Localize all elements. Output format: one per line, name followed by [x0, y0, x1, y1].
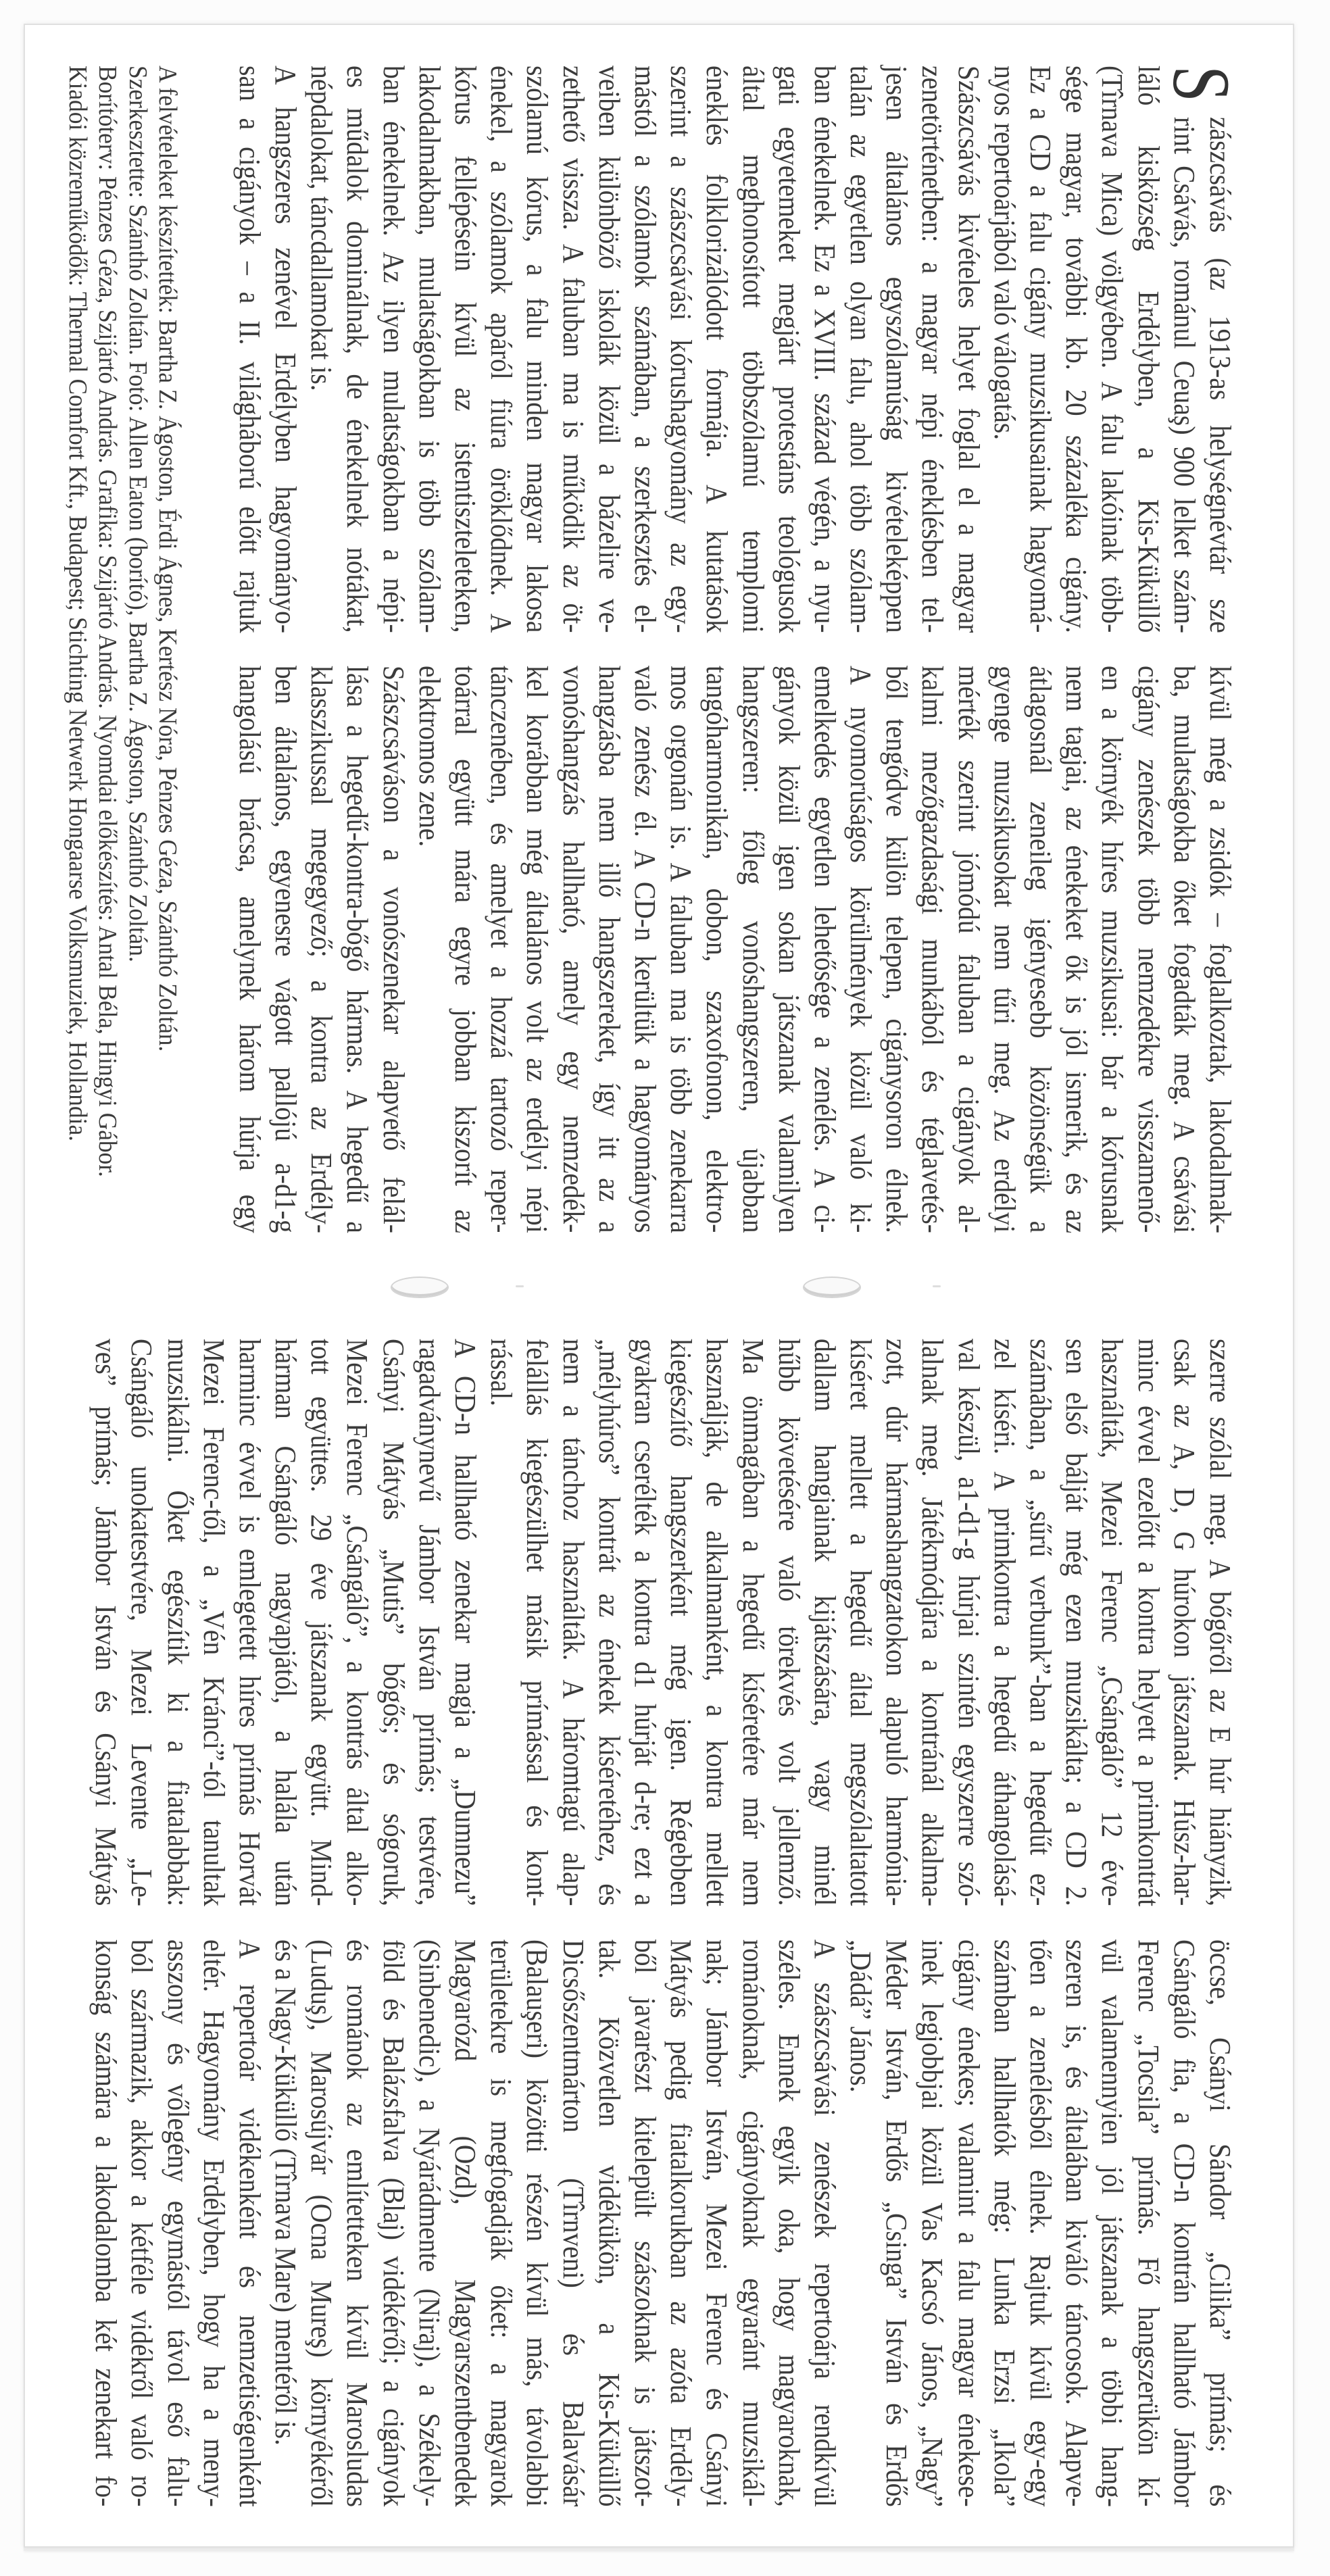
text-line: eltér. Hagyomány Erdélyben, hogy ha a meny-: [197, 1939, 230, 2507]
text-line: „Dádá” János.: [844, 1939, 878, 2093]
text-line: zel kíséri. A primkontra a hegedű áthangolásá-: [987, 1339, 1021, 1907]
text-line: rint Csávás, románul Ceuaş) 900 lelket szám-: [1167, 116, 1201, 634]
text-line: gányok közül igen sokan játszanak valamilyen: [772, 666, 806, 1233]
text-line: Mezei Ferenc „Csángáló”, a kontrás által alko-: [341, 1339, 374, 1906]
drop-cap: S: [1156, 66, 1246, 102]
text-line: szerint a szászcsávási kórushagyomány az egy-: [664, 66, 698, 633]
text-line: használják, de alkalmanként, a kontra mellett: [700, 1339, 734, 1907]
text-line: (Sinbenedic), a Nyárádmente (Niraj), a Székely-: [412, 1939, 446, 2507]
text-line: klasszikussal megegyező; a kontra az Erdély-: [305, 666, 339, 1233]
text-line: A CD-n hallható zenekar magja a „Dumnezu”: [449, 1339, 483, 1906]
text-line: A hangszeres zenével Erdélyben hagyományo-: [269, 66, 303, 634]
text-line: tően a zenélésből élnek. Rajtuk kívül egy-egy: [1024, 1939, 1058, 2507]
text-line: „mélyhúros” kontrát az énekek kíséretéhez, és: [592, 1339, 626, 1906]
text-line: tangóharmonikán, dobon, szaxofonon, elektro-: [700, 666, 734, 1233]
column-text: [88, 1939, 1238, 2507]
text-line: láló kisközség Erdélyben, a Kis-Küküllő: [1131, 66, 1165, 633]
text-line: hűbb követésére való törekvés volt jellemző.: [772, 1339, 806, 1906]
text-line: harminc évvel is emlegetett híres prímás Horvát: [232, 1339, 266, 1906]
text-line: zott, dúr hármashangzatokon alapuló harmónia-: [880, 1339, 914, 1906]
text-line: ban énekelnek. Ez a XVIII. század végén, a nyu-: [808, 66, 841, 633]
text-line: gyenge muzsikusokat nem tűri meg. Az erdélyi: [987, 666, 1021, 1233]
text-line: ves” prímás; Jámbor István és Csányi Mátyás: [89, 1339, 123, 1906]
text-line: toárral együtt mára egyre jobban kiszorít az: [449, 666, 483, 1233]
text-line: asszony és vőlegény egymástól távol eső falu-: [161, 1939, 195, 2507]
text-line: tánczenében, és amelyet a hozzá tartozó reper-: [485, 666, 518, 1233]
text-line: éneklés folklorizálódott formája. A kutatások: [700, 66, 734, 633]
text-line: kívül még a zsidók – foglalkoztak, lakodalmak-: [1204, 666, 1237, 1234]
text-line: kel korábban még általános volt az erdélyi népi: [520, 666, 554, 1233]
text-line: átlagosnál zeneileg igényesebb közönségük a: [1024, 666, 1058, 1233]
text-line: ből tengődve külön telepen, cigánysoron élnek.: [880, 666, 914, 1233]
text-line: mos orgonán is. A faluban ma is több zenekarra: [664, 666, 698, 1233]
text-line: A repertoár vidékenként és nemzetiségenként: [232, 1939, 266, 2507]
panel-2-column-1: [88, 1339, 1238, 1906]
text-line: Szászcsáváson a vonószenekar alapvető felál-: [376, 666, 410, 1233]
text-line: zenetörténetben: a magyar népi éneklésben tel-: [916, 66, 950, 633]
text-line: nyos repertoárjából való válogatás.: [987, 66, 1021, 441]
text-line: használták, Mezei Ferenc „Csángáló” 12 éve-: [1095, 1339, 1129, 1906]
text-line: számban hallhatók még: Lunka Erzsi „Ikola”: [987, 1939, 1021, 2507]
text-line: ből javarészt kitelepült szászoknak is játszot-: [629, 1939, 662, 2507]
text-line: hangzásba nem illő hangszereket, így itt az a: [592, 666, 626, 1233]
text-line: szeren is, és általában kiváló táncosok. Alapve-: [1060, 1939, 1093, 2507]
text-line: nem tagjai, az énekeket ők is jól ismerik, és az: [1060, 666, 1093, 1234]
text-line: en a környék híres muzsikusai: bár a kórusnak: [1095, 666, 1129, 1233]
text-line: széles. Ennek egyik oka, hogy magyaroknak,: [772, 1939, 806, 2507]
text-line: muzsikálni. Őket egészítik ki a fiatalabbak:: [161, 1339, 195, 1907]
text-line: dallam hangjainak kijátszására, vagy minél: [808, 1339, 841, 1906]
text-line: inek legjobbjai közül Vas Kacsó János, „Nagy”: [916, 1939, 950, 2507]
text-line: Ez a CD a falu cigány muzsikusainak hagyomá-: [1024, 66, 1058, 633]
text-line: Mezei Ferenc-től, a „Vén Kránci”-tól tanultak: [197, 1339, 230, 1906]
panel-2-column-2: [88, 1939, 1238, 2507]
text-line: A nyomorúságos körülmények közül való ki-: [844, 666, 878, 1233]
text-line: Szászcsávás kivételes helyet foglal el a magyar: [952, 66, 985, 633]
text-line: minc évvel ezelőtt a kontra helyett a primkontrát: [1131, 1339, 1165, 1907]
text-line: veiben különböző iskolák közül a bázelire ve-: [592, 66, 626, 633]
text-line: ba, mulatságokba őket fogadták meg. A csávási: [1167, 666, 1201, 1234]
text-line: A szászcsávási zenészek repertoárja rendkívül: [808, 1939, 841, 2507]
text-line: (Balauşeri) közötti részén kívül más, távolabbi: [520, 1939, 554, 2507]
text-line: lalnak meg. Játékmódjára a kontránál alkalma-: [916, 1339, 950, 1907]
text-line: Ferenc „Tocsila” prímás. Fő hangszerükön kí-: [1131, 1939, 1165, 2507]
text-line: gati egyetemeket megjárt protestáns teológusok: [772, 66, 806, 633]
text-line: cigány énekes; valamint a falu magyar énekese-: [952, 1939, 985, 2507]
column-text: [88, 1339, 1238, 1906]
text-line: föld és Balázsfalva (Blaj) vidékéről; a cigányok: [376, 1939, 410, 2507]
text-line: énekel, a szólamok apáról fiúra öröklődnek. A: [485, 66, 518, 633]
text-line: tott együttes. 29 éve játszanak együtt. Mind-: [305, 1339, 339, 1906]
text-line: területekre is megfogadják őket: a magyarok: [485, 1939, 518, 2507]
text-line: gyakran cserélték a kontra d1 húrját d-re; ezt a: [629, 1339, 662, 1906]
text-line: Mátyás pedig fiatalkorukban az azóta Erdély-: [664, 1939, 698, 2507]
text-line: szerre szólal meg. A bőgőről az E húr hiányzik,: [1204, 1339, 1237, 1906]
text-line: vonóshangzás hallható, amely egy nemzedék-: [556, 666, 590, 1233]
text-line: ban énekelnek. Az ilyen mulatságokban a népi-: [376, 66, 410, 633]
text-line: és románok az említetteken kívül Marosludas: [341, 1939, 374, 2508]
text-line: hárman Csángáló nagyapjától, a halála után: [269, 1339, 303, 1906]
text-line: Csángáló fia, a CD-n kontrán hallható Jámbor: [1167, 1939, 1201, 2507]
text-line: hangolású brácsa, amelynek három húrja egy: [232, 666, 266, 1233]
text-line: (Tîrnava Mica) völgyében. A falu lakóinak több-: [1095, 66, 1129, 633]
text-line: sen első bálját még ezen muzsikálta; a CD 2.: [1060, 1339, 1093, 1906]
text-line: ben általános, egyenesre vágott pallójú a-d1-g: [269, 666, 303, 1233]
text-line: zethető vissza. A faluban ma is működik az öt-: [556, 66, 590, 633]
text-line: ragadványnevű Jámbor István prímás; testvére,: [412, 1339, 446, 1906]
text-line: konság számára a lakodalomba két zenekart fo-: [89, 1939, 123, 2507]
text-line: tak. Közvetlen vidékükön, a Kis-Küküllő: [592, 1939, 626, 2507]
credit-line-design: Borítóterv: Pénzes Géza, Szijártó András. Grafika: Szijártó András. Nyomdai előkészítés: Antal Béla, Hingyi Gábor.: [93, 66, 122, 1177]
text-line: Csányi Mátyás „Mutis” bőgős; és sógoruk,: [376, 1339, 410, 1906]
text-line: szólamú kórus, a falu minden magyar lakosa: [520, 66, 554, 633]
text-line: mérték szerint jómódú faluban a cigányok al-: [952, 666, 985, 1233]
text-line: Magyarózd (Ozd), Magyarszentbenedek: [449, 1939, 483, 2507]
text-line: elektromos zene.: [412, 666, 446, 847]
text-line: románoknak, cigányoknak egyaránt muzsikál-: [736, 1939, 770, 2507]
text-line: hangszeren: főleg vonóshangszeren, újabban: [736, 666, 770, 1233]
text-line: sége magyar, további kb. 20 százaléka cigány.: [1060, 66, 1093, 633]
text-line: nak; Jámbor István, Mezei Ferenc és Csányi: [700, 1939, 734, 2508]
text-line: öccse, Csányi Sándor „Cilika” prímás; és: [1204, 1939, 1237, 2507]
text-line: rással.: [485, 1339, 518, 1407]
text-line: való zenész él. A CD-n kerültük a hagyományos: [629, 666, 662, 1233]
text-line: Csángáló unokatestvére, Mezei Levente „Le-: [125, 1339, 159, 1906]
text-line: népdalokat, táncdallamokat is.: [305, 66, 339, 391]
text-line: val készül, a1-d1-g húrjai szintén egyszerre szó-: [952, 1339, 985, 1906]
text-line: es műdalok dominálnak, de énekelnek nótákat,: [341, 66, 374, 633]
text-line: emelkedés egyetlen lehetősége a zenélés. A ci-: [808, 666, 841, 1233]
text-line: zászcsávás (az 1913-as helységnévtár sze: [1204, 116, 1237, 633]
text-line: és a Nagy-Küküllő (Tîrnava Mare) mentéről is.: [269, 1939, 303, 2446]
text-line: kíséret mellett a hegedű által megszólaltatott: [844, 1339, 878, 1906]
text-line: Méder István, Erdős „Csinga” István és Erdős: [880, 1939, 914, 2507]
text-line: talán az egyetlen olyan falu, ahol több szólam-: [844, 66, 878, 633]
text-line: Ma önmagában a hegedű kíséretére már nem: [736, 1339, 770, 1906]
text-line: ból származik, akkor a kétféle vidékről való ro-: [125, 1939, 159, 2507]
text-line: kalmi mezőgazdasági munkából és téglavetés-: [916, 666, 950, 1233]
credit-line-editor-photo: Szerkesztette: Szánthó Zoltán. Fotó: Allen Eaton (borító), Bartha Z. Ágoston, Szánthó Zoltán.: [123, 66, 152, 962]
text-line: lakodalmakban, mulatságokban is több szólam-: [412, 66, 446, 633]
text-line: vül valamennyien jól játszanak a többi hang-: [1095, 1939, 1129, 2507]
text-line: Dicsőszentmárton (Tîrnveni) és Balavásár: [556, 1939, 590, 2507]
text-line: kórus fellépésein kívül az istentiszteleteken,: [449, 66, 483, 633]
text-line: kiegészítő hangszerként még igen. Régebben: [664, 1339, 698, 1906]
text-line: számában, a „sűrű verbunk”-ban a hegedűt ez-: [1024, 1339, 1058, 1906]
text-line: által meghonosított többszólamú templomi: [736, 66, 770, 633]
text-line: jesen általános egyszólamúság kivételeképpen: [880, 66, 914, 633]
text-line: lása a hegedű-kontra-bőgő hármas. A hegedű a: [341, 666, 374, 1233]
text-line: felállás kiegészülhet másik prímással és kont-: [520, 1339, 554, 1906]
credit-line-recordings: A felvételeket készítették: Bartha Z. Ágoston, Érdi Ágnes, Kertész Nóra, Pénzes Géza, Szánthó Zoltán.: [153, 66, 182, 1052]
text-line: cigány zenészek több nemzedékre visszamenő-: [1131, 666, 1165, 1233]
text-line: (Luduş), Marosújvár (Ocna Mureş) környékéről: [305, 1939, 339, 2507]
credit-line-publishers: Kiadói közreműködők: Thermal Comfort Kft., Budapest; Stichting Netwerk Hongaarse Volksmuziek, Hollandia.: [64, 66, 93, 1141]
text-line: csak az A, D, G húrokon játszanak. Húsz-har-: [1167, 1339, 1201, 1906]
text-line: san a cigányok – a II. világháború előtt rajtuk: [232, 66, 266, 633]
text-line: nem a tánchoz használták. A háromtagú alap-: [556, 1339, 590, 1906]
text-line: mástól a szólamok számában, a szerkesztés el-: [629, 66, 662, 633]
